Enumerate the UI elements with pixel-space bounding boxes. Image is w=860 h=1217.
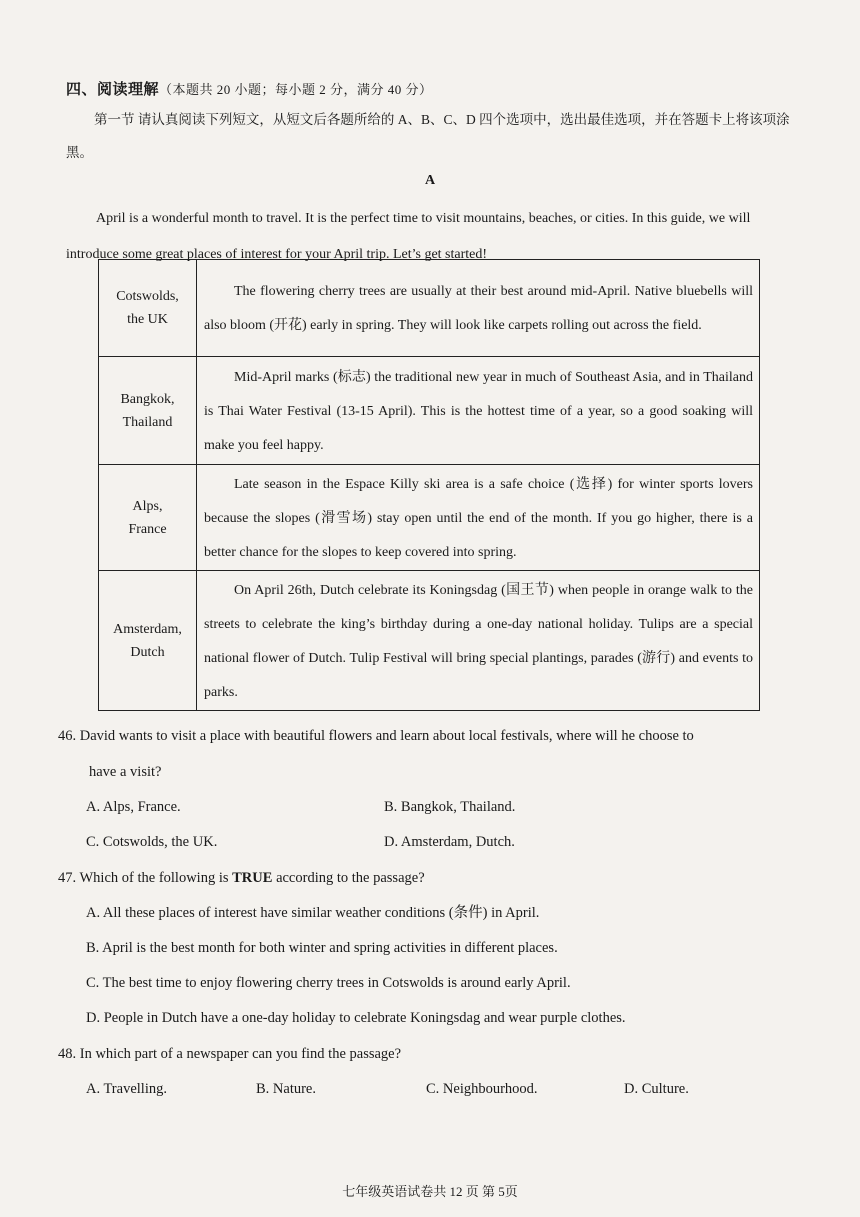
table-row	[99, 465, 760, 571]
option-a[interactable]: A. Alps, France.	[86, 799, 181, 815]
place-name: Cotswolds,	[116, 289, 179, 304]
passage-letter: A	[424, 173, 436, 188]
place-cell	[99, 260, 197, 357]
place-description: Late season in the Espace Killy ski area is a safe choice (选择) for winter sports lovers because the slopes (滑雪场) stay open until the end of the month. If you go higher, there is a better chance for the slopes to keep covered into spring.	[204, 476, 753, 560]
option-c[interactable]: C. The best time to enjoy flowering cherry trees in Cotswolds is around early April.	[86, 975, 571, 991]
question-number: 48.	[58, 1046, 77, 1062]
place-cell	[99, 357, 197, 465]
place-description: On April 26th, Dutch celebrate its Koningsdag (国王节) when people in orange walk to the streets to celebrate the king’s birthday during a one-day national holiday. Tulips are a special national flower of Dutch. Tulip Festival will bring special plantings, parades (游行) and events to parks.	[204, 582, 753, 700]
question-48	[58, 1036, 818, 1107]
description-cell	[197, 465, 760, 571]
option-b[interactable]: B. April is the best month for both winter and spring activities in different places.	[86, 940, 558, 956]
table-row	[99, 571, 760, 711]
place-description: The flowering cherry trees are usually at their best around mid-April. Native bluebells will also bloom (开花) early in spring. They will look like carpets rolling out across the field.	[204, 284, 753, 333]
place-country: Dutch	[130, 644, 165, 660]
place-country: the UK	[127, 312, 168, 327]
question-text: Which of the following is	[79, 870, 233, 886]
place-name: Bangkok,	[120, 391, 175, 407]
option-b[interactable]: B. Bangkok, Thailand.	[384, 799, 516, 815]
option-d[interactable]: D. People in Dutch have a one-day holiday to celebrate Koningsdag and wear purple clothes.	[86, 1010, 626, 1026]
description-cell	[197, 260, 760, 357]
section-score-note: （本题共 20 小题；每小题 2 分，满分 40 分）	[159, 82, 433, 97]
option-a[interactable]: A. Travelling.	[86, 1081, 167, 1097]
place-name: Amsterdam,	[113, 621, 182, 637]
question-46	[58, 718, 818, 860]
description-cell	[197, 357, 760, 465]
place-name: Alps,	[132, 498, 163, 514]
table-row	[99, 357, 760, 465]
question-stem	[58, 1036, 818, 1072]
question-text: David wants to visit a place with beautiful flowers and learn about local festivals, where will he choose to	[79, 728, 694, 744]
question-number: 47.	[58, 870, 77, 886]
place-cell	[99, 465, 197, 571]
question-stem	[58, 718, 818, 754]
table-row	[99, 260, 760, 357]
question-text-end: according to the passage?	[272, 870, 425, 886]
option-d[interactable]: D. Amsterdam, Dutch.	[384, 834, 515, 850]
question-text-continued: have a visit?	[89, 764, 162, 780]
question-text: In which part of a newspaper can you find the passage?	[79, 1046, 402, 1062]
option-c[interactable]: C. Cotswolds, the UK.	[86, 834, 218, 850]
option-row	[58, 825, 818, 860]
places-table	[98, 259, 760, 711]
option-a[interactable]: A. All these places of interest have similar weather conditions (条件) in April.	[86, 905, 540, 921]
passage-intro: April is a wonderful month to travel. It is the perfect time to visit mountains, beaches, or cities. In this guide, we will introduce some great places of interest for your April trip. Let’s get started!	[66, 211, 751, 262]
option-row	[58, 1072, 818, 1107]
section-title: 四、阅读理解	[66, 82, 160, 98]
section-heading	[66, 78, 826, 99]
place-country: France	[128, 521, 167, 537]
question-47	[58, 860, 818, 1036]
option-row	[58, 790, 818, 825]
question-stem	[58, 860, 818, 896]
place-cell	[99, 571, 197, 711]
question-list	[58, 718, 818, 1107]
option-d[interactable]: D. Culture.	[624, 1081, 689, 1097]
option-c[interactable]: C. Neighbourhood.	[426, 1081, 538, 1097]
question-emphasis: TRUE	[232, 870, 273, 886]
section-instructions: 第一节 请认真阅读下列短文，从短文后各题所给的 A、B、C、D 四个选项中，选出最佳选项，并在答题卡上将该项涂黑。	[66, 112, 790, 160]
place-description: Mid-April marks (标志) the traditional new year in much of Southeast Asia, and in Thailand is Thai Water Festival (13-15 April). This is the hottest time of a year, so a good soaking will make you feel happy.	[204, 369, 753, 453]
page-footer: 七年级英语试卷共 12 页 第 5页	[342, 1184, 518, 1199]
place-country: Thailand	[122, 414, 173, 430]
description-cell	[197, 571, 760, 711]
option-b[interactable]: B. Nature.	[256, 1081, 316, 1097]
question-number: 46.	[58, 728, 77, 744]
